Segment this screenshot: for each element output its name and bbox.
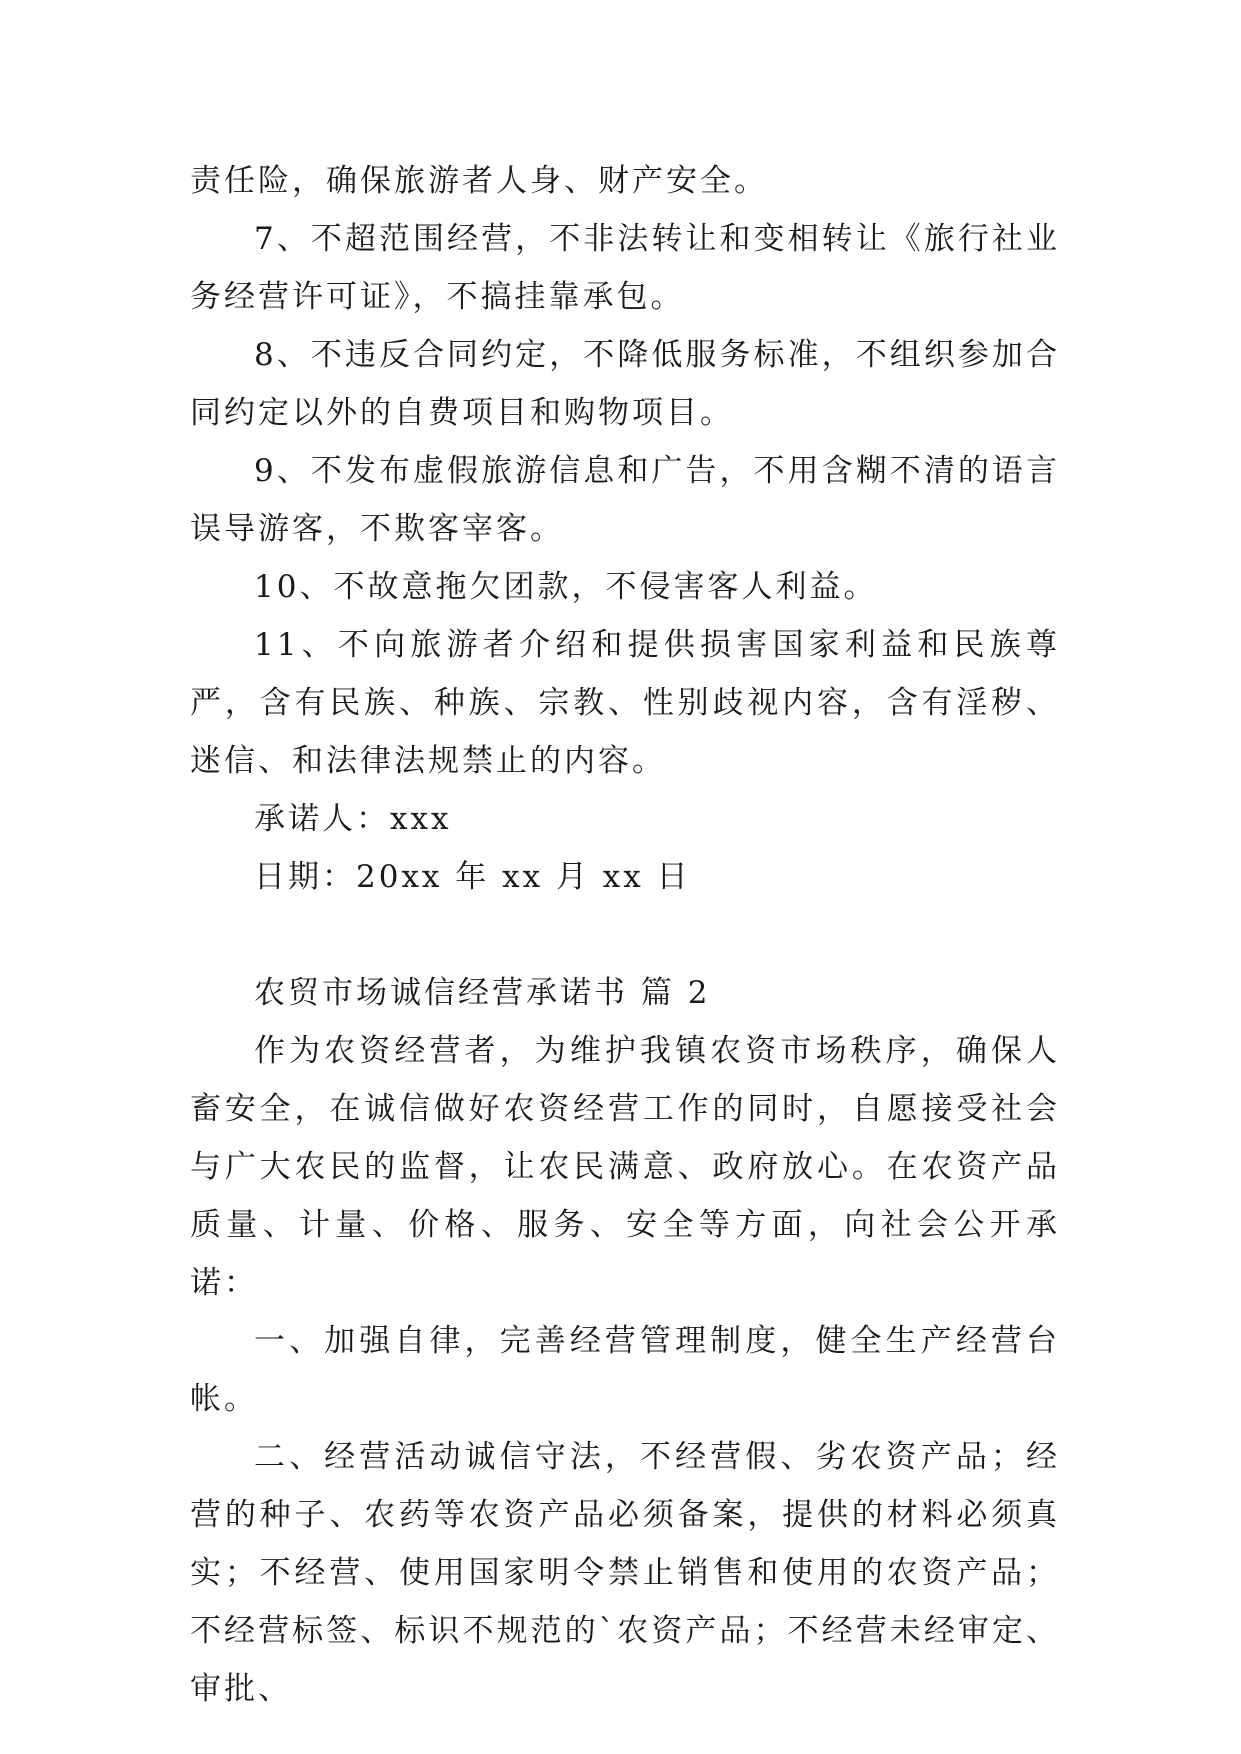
section-title: 农贸市场诚信经营承诺书 篇 2 (254, 975, 711, 1011)
signature-date: 日期：20xx 年 xx 月 xx 日 (254, 859, 691, 895)
paragraph-item-7: 7、不超范围经营，不非法转让和变相转让《旅行社业务经营许可证》，不搞挂靠承包。 (190, 221, 1060, 315)
section2-paragraph-1: 一、加强自律，完善经营管理制度，健全生产经营台帐。 (190, 1323, 1060, 1417)
paragraph-continuation: 责任险，确保旅游者人身、财产安全。 (190, 163, 768, 199)
paragraph-item-11: 11、不向旅游者介绍和提供损害国家利益和民族尊严，含有民族、种族、宗教、性别歧视内容，含有淫秽、迷信、和法律法规禁止的内容。 (190, 627, 1060, 779)
paragraph-item-9: 9、不发布虚假旅游信息和广告，不用含糊不清的语言误导游客，不欺客宰客。 (190, 453, 1060, 547)
document-body (190, 152, 1060, 1718)
paragraph-item-10: 10、不故意拖欠团款，不侵害客人利益。 (254, 569, 878, 605)
section2-paragraph-2: 二、经营活动诚信守法，不经营假、劣农资产品；经营的种子、农药等农资产品必须备案，提供的材料必须真实；不经营、使用国家明令禁止销售和使用的农资产品；不经营标签、标识不规范的`农资产品；不经营未经审定、审批、 (190, 1439, 1060, 1707)
signature-promisor: 承诺人：xxx (254, 801, 452, 837)
section-spacer (190, 906, 1060, 964)
section2-paragraph-intro: 作为农资经营者，为维护我镇农资市场秩序，确保人畜安全，在诚信做好农资经营工作的同时，自愿接受社会与广大农民的监督，让农民满意、政府放心。在农资产品质量、计量、价格、服务、安全等方面，向社会公开承诺： (190, 1033, 1060, 1301)
paragraph-item-8: 8、不违反合同约定，不降低服务标准，不组织参加合同约定以外的自费项目和购物项目。 (190, 337, 1060, 431)
